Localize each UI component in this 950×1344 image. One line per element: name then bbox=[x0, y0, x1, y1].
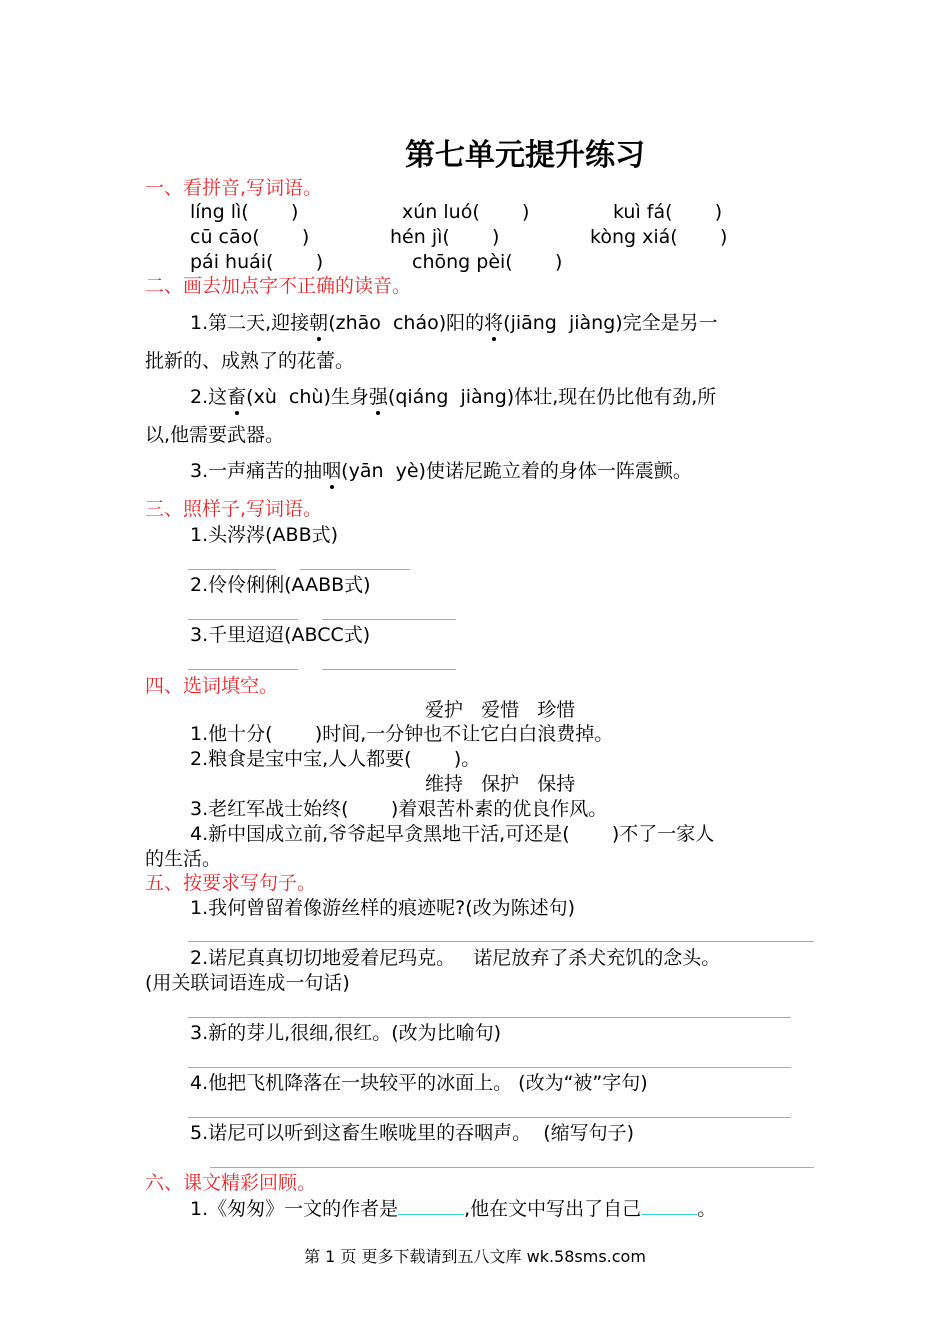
answer-line[interactable] bbox=[188, 1117, 791, 1118]
dotted-char: 将 bbox=[484, 312, 504, 334]
question-2-2-cont: 以,他需要武器。 bbox=[145, 424, 285, 446]
dotted-char: 咽 bbox=[322, 460, 342, 482]
dotted-char: 强 bbox=[368, 386, 388, 408]
answer-line[interactable] bbox=[188, 941, 814, 942]
question-4-4-cont: 的生活。 bbox=[145, 848, 222, 870]
question-4-4: 4.新中国成立前,爷爷起早贪黑地干活,可还是( )不了一家人 bbox=[190, 823, 715, 845]
page-title: 第七单元提升练习 bbox=[405, 138, 645, 173]
answer-line[interactable] bbox=[188, 669, 298, 670]
question-2-2: 2.这畜(xù chù)生身强(qiáng jiàng)体壮,现在仍比他有劲,所 bbox=[190, 386, 717, 408]
answer-line[interactable] bbox=[188, 1067, 791, 1068]
section-1-heading: 一、看拼音,写词语。 bbox=[145, 177, 323, 199]
word-choices: 维持 保护 保持 bbox=[425, 773, 576, 795]
question-3-2: 2.伶伶俐俐(AABB式) bbox=[190, 574, 371, 596]
question-5-5: 5.诺尼可以听到这畜生喉咙里的吞咽声。 (缩写句子) bbox=[190, 1122, 635, 1144]
fill-blank[interactable] bbox=[641, 1196, 697, 1215]
question-5-4: 4.他把飞机降落在一块较平的冰面上。 (改为“被”字句) bbox=[190, 1072, 648, 1094]
page-footer: 第 1 页 更多下载请到五八文库 wk.58sms.com bbox=[304, 1247, 646, 1266]
question-6-1: 1.《匆匆》一文的作者是 ,他在文中写出了自己 。 bbox=[190, 1198, 717, 1220]
answer-line[interactable] bbox=[188, 569, 276, 570]
pinyin-item: cū cāo( ) bbox=[190, 226, 310, 248]
pinyin-item: kuì fá( ) bbox=[613, 201, 723, 223]
word-choices: 爱护 爱惜 珍惜 bbox=[425, 699, 576, 721]
section-5-heading: 五、按要求写句子。 bbox=[145, 872, 317, 894]
pinyin-item: pái huái( ) bbox=[190, 251, 324, 273]
question-4-3: 3.老红军战士始终( )着艰苦朴素的优良作风。 bbox=[190, 798, 608, 820]
pinyin-item: chōng pèi( ) bbox=[412, 251, 563, 273]
section-3-heading: 三、照样子,写词语。 bbox=[145, 498, 323, 520]
answer-line[interactable] bbox=[210, 1167, 814, 1168]
answer-line[interactable] bbox=[300, 569, 410, 570]
question-2-1: 1.第二天,迎接朝(zhāo cháo)阳的将(jiāng jiàng)完全是另一 bbox=[190, 312, 718, 334]
pinyin-item: líng lì( ) bbox=[190, 201, 299, 223]
question-5-2: 2.诺尼真真切切地爱着尼玛克。 诺尼放弃了杀犬充饥的念头。 bbox=[190, 947, 721, 969]
answer-line[interactable] bbox=[322, 619, 456, 620]
pinyin-item: xún luó( ) bbox=[402, 201, 530, 223]
question-5-1: 1.我何曾留着像游丝样的痕迹呢?(改为陈述句) bbox=[190, 897, 576, 919]
dotted-char: 朝 bbox=[309, 312, 329, 334]
answer-line[interactable] bbox=[188, 619, 298, 620]
pinyin-item: hén jì( ) bbox=[390, 226, 500, 248]
question-5-2-cont: (用关联词语连成一句话) bbox=[145, 972, 350, 994]
question-2-3: 3.一声痛苦的抽咽(yān yè)使诺尼跪立着的身体一阵震颤。 bbox=[190, 460, 692, 482]
question-4-1: 1.他十分( )时间,一分钟也不让它白白浪费掉。 bbox=[190, 723, 614, 745]
question-5-3: 3.新的芽儿,很细,很红。(改为比喻句) bbox=[190, 1022, 502, 1044]
question-3-3: 3.千里迢迢(ABCC式) bbox=[190, 624, 371, 646]
pinyin-item: kòng xiá( ) bbox=[590, 226, 728, 248]
section-2-heading: 二、画去加点字不正确的读音。 bbox=[145, 275, 412, 297]
fill-blank[interactable] bbox=[398, 1196, 464, 1215]
answer-line[interactable] bbox=[188, 1017, 791, 1018]
question-3-1: 1.头涔涔(ABB式) bbox=[190, 524, 339, 546]
answer-line[interactable] bbox=[322, 669, 456, 670]
section-4-heading: 四、选词填空。 bbox=[145, 675, 279, 697]
question-2-1-cont: 批新的、成熟了的花蕾。 bbox=[145, 350, 355, 372]
question-4-2: 2.粮食是宝中宝,人人都要( )。 bbox=[190, 748, 481, 770]
section-6-heading: 六、课文精彩回顾。 bbox=[145, 1172, 317, 1194]
dotted-char: 畜 bbox=[227, 386, 247, 408]
